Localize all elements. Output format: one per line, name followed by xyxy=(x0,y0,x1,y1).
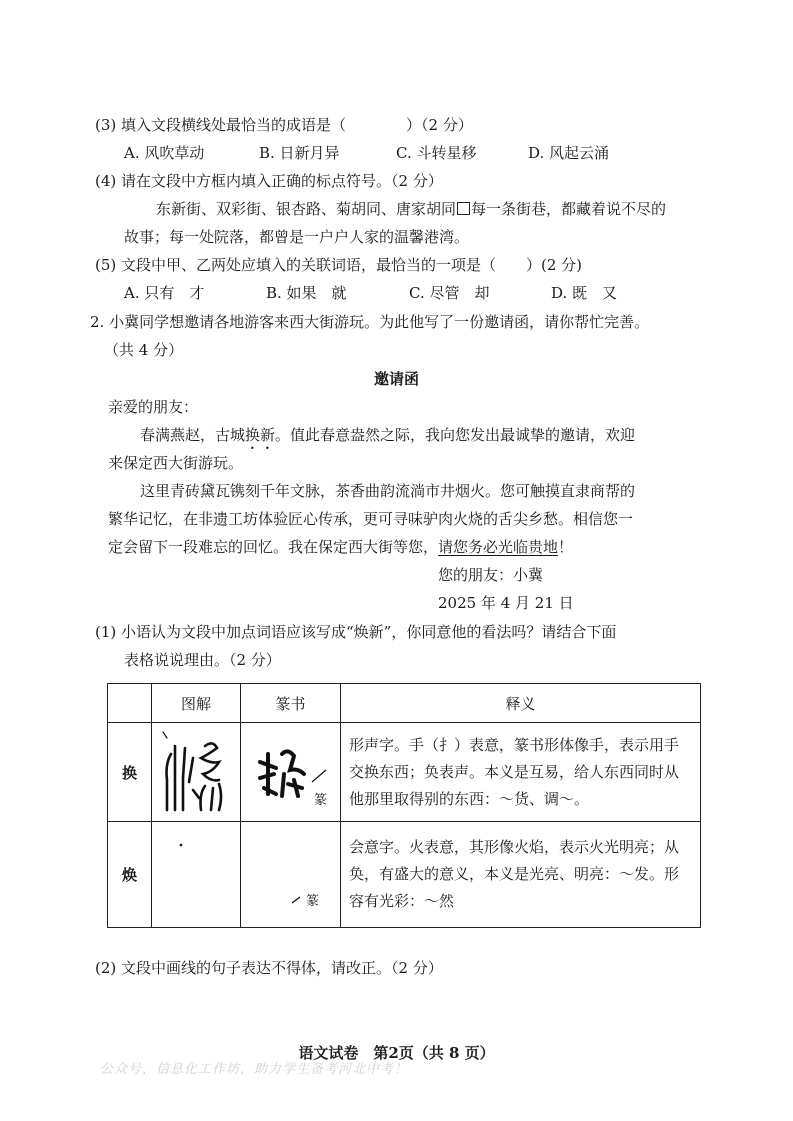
hands-diagram-image xyxy=(153,724,239,820)
diagram-empty-image xyxy=(153,825,239,925)
letter-para2-end: ！ xyxy=(558,538,574,556)
q5-option-d[interactable]: D. 既 又 xyxy=(551,284,618,302)
letter-date: 2025 年 4 月 21 日 xyxy=(438,594,574,612)
table-char-huan-exchange: 换 xyxy=(108,723,152,822)
diagram-cell-empty xyxy=(152,822,241,928)
page-footer: 语文试卷 第2页（共 8 页） xyxy=(298,1044,495,1062)
q4-passage-part1: 东新街、双彩街、银杏路、菊胡同、唐家胡同 xyxy=(156,200,457,218)
letter-para2-line2: 繁华记忆，在非遗工坊体验匠心传承，更可寻味驴肉火烧的舌尖乡愁。相信您一 xyxy=(108,510,634,528)
letter-para2-text: 定会留下一段难忘的回忆。我在保定西大街等您， xyxy=(108,538,439,556)
punctuation-blank-box[interactable] xyxy=(457,202,470,215)
q3-option-d[interactable]: D. 风起云涌 xyxy=(528,144,610,162)
seal-cell xyxy=(241,723,341,822)
q3-stem: (3) 填入文段横线处最恰当的成语是（ ）（2 分） xyxy=(95,116,473,134)
q3-option-b[interactable]: B. 日新月异 xyxy=(259,144,340,162)
letter-title: 邀请函 xyxy=(373,370,419,388)
q4-stem: (4) 请在文段中方框内填入正确的标点符号。（2 分） xyxy=(95,172,443,190)
sub1-line1: (1) 小语认为文段中加点词语应该写成“焕新”，你同意他的看法吗？请结合下面 xyxy=(95,623,617,641)
q5-option-b[interactable]: B. 如果 就 xyxy=(266,284,347,302)
q5-option-a[interactable]: A. 只有 才 xyxy=(124,284,205,302)
table-header-seal: 篆书 xyxy=(241,684,341,723)
letter-para1-line1 xyxy=(140,425,635,453)
seal-cell-empty xyxy=(241,822,341,928)
letter-para1-line2: 来保定西大街游玩。 xyxy=(108,454,244,472)
letter-signature: 您的朋友：小冀 xyxy=(438,566,544,584)
q4-passage-line2: 故事；每一处院落，都曾是一户户人家的温馨港湾。 xyxy=(124,228,470,246)
diagram-cell xyxy=(152,723,241,822)
q3-option-a[interactable]: A. 风吹草动 xyxy=(124,144,205,162)
table-header-row xyxy=(108,684,701,723)
seal-label-huan: 篆 xyxy=(314,792,328,807)
q2-stem-line1: 2. 小冀同学想邀请各地游客来西大街游玩。为此他写了一份邀请函，请你帮忙完善。 xyxy=(90,313,650,331)
q3-option-c[interactable]: C. 斗转星移 xyxy=(396,144,477,162)
watermark-text: 公众号，信息化工作坊，助力学生备考河北中考！ xyxy=(100,1062,409,1077)
sub2-line: (2) 文段中画线的句子表达不得体，请改正。（2 分） xyxy=(95,959,443,977)
meaning-huan-shine: 会意字。火表意，其形像火焰，表示火光明亮；从奂，有盛大的意义，本义是光亮、明亮：～发。形容有光彩：～然 xyxy=(341,822,701,928)
q5-options xyxy=(124,283,617,303)
table-header-diagram: 图解 xyxy=(152,684,241,723)
seal-empty-image xyxy=(242,825,339,925)
character-table xyxy=(107,683,701,928)
seal-script-huan-image xyxy=(242,724,339,820)
table-char-huan-shine: 焕 xyxy=(108,822,152,928)
q4-passage-line1 xyxy=(156,199,666,219)
meaning-huan-exchange: 形声字。手（扌）表意，篆书形体像手，表示用手交换东西；奂表声。本义是互易，给人东西同时从他那里取得别的东西：～货、调～。 xyxy=(341,723,701,822)
table-row xyxy=(108,723,701,822)
underlined-sentence: 请您务必光临贵地 xyxy=(438,538,559,556)
letter-para1-text-a: 春满燕赵，古城 xyxy=(140,426,246,444)
seal-label-huan-2: 篆 xyxy=(306,892,320,908)
table-header-empty xyxy=(108,684,152,723)
q5-option-c[interactable]: C. 尽管 却 xyxy=(409,284,490,302)
dotted-word: 换新 xyxy=(245,426,276,444)
q4-passage-part2: 每一条街巷，都藏着说不尽的 xyxy=(471,200,667,218)
table-header-meaning: 释义 xyxy=(341,684,701,723)
q3-options xyxy=(124,143,609,163)
q5-stem: (5) 文段中甲、乙两处应填入的关联词语，最恰当的一项是（ ）(2 分) xyxy=(95,256,583,274)
letter-para2-line3 xyxy=(108,537,573,557)
table-row xyxy=(108,822,701,928)
letter-greeting: 亲爱的朋友： xyxy=(108,398,199,416)
q2-stem-line2: （共 4 分） xyxy=(104,341,184,359)
letter-para2-line1: 这里青砖黛瓦镌刻千年文脉，茶香曲韵流淌市井烟火。您可触摸直隶商帮的 xyxy=(140,482,636,500)
letter-para1-text-b: 。值此春意盎然之际，我向您发出最诚挚的邀请，欢迎 xyxy=(275,426,636,444)
sub1-line2: 表格说说理由。（2 分） xyxy=(124,651,281,669)
